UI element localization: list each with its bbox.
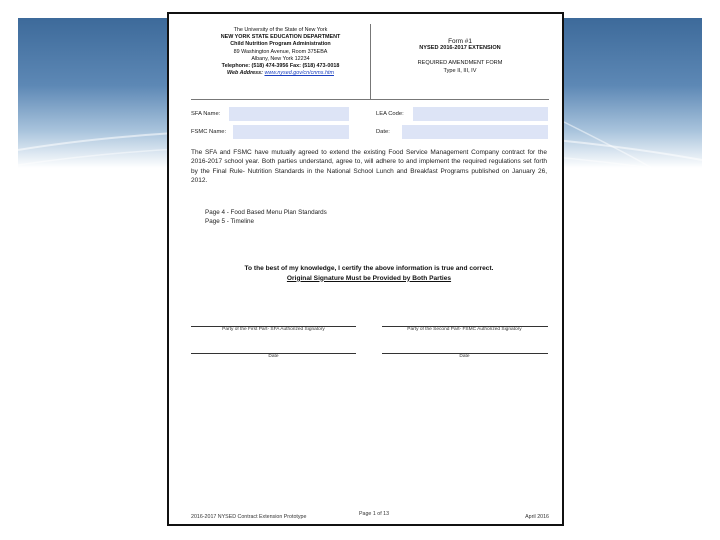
form-document bbox=[167, 12, 564, 526]
footer-page-number: Page 1 of 13 bbox=[359, 511, 390, 517]
address-line: Child Nutrition Program Administration bbox=[230, 41, 331, 48]
second-party-caption: Party of the Second Part- FSMC Authorized Signatory bbox=[407, 327, 522, 332]
page-reference: Page 5 - Timeline bbox=[205, 218, 255, 225]
form-number: Form #1 bbox=[448, 38, 472, 45]
page-references bbox=[205, 208, 327, 226]
web-address-line bbox=[191, 70, 370, 77]
form-header bbox=[191, 24, 549, 100]
document-footer bbox=[191, 511, 549, 524]
date-field[interactable] bbox=[402, 125, 548, 139]
web-address-label: Web Address: bbox=[227, 70, 263, 77]
form-types: Type II, III, IV bbox=[443, 67, 477, 74]
certify-statement: To the best of my knowledge, I certify the above information is true and correct. bbox=[244, 265, 494, 272]
page-reference: Page 4 - Food Based Menu Plan Standards bbox=[205, 209, 327, 216]
form-title-block bbox=[371, 24, 549, 100]
address-line: 89 Washington Avenue, Room 375EBA bbox=[233, 48, 328, 55]
certification-block bbox=[191, 264, 547, 283]
footer-date: April 2016 bbox=[525, 514, 549, 520]
first-party-date-caption: Date bbox=[268, 354, 279, 359]
footer-left: 2016-2017 NYSED Contract Extension Prototype bbox=[191, 514, 307, 520]
second-party-date-caption: Date bbox=[459, 354, 470, 359]
agreement-paragraph: The SFA and FSMC have mutually agreed to extend the existing Food Service Management Company contract for the 2016-2017 school year. Both parties understand, agree to, will adhere to and implement the required regulations set forth by the Final Rule- Nutrition Standards in the National School Lunch and Breakfast Programs published on January 26, 2012. bbox=[191, 149, 547, 185]
lea-code-field[interactable] bbox=[413, 107, 548, 121]
fsmc-name-label: FSMC Name: bbox=[191, 129, 227, 135]
sfa-name-label: SFA Name: bbox=[191, 111, 221, 117]
lea-code-label: LEA Code: bbox=[376, 111, 404, 117]
first-party-caption: Party of the First Part- SFA Authorized Signatory bbox=[222, 327, 325, 332]
sfa-name-field[interactable] bbox=[229, 107, 349, 121]
address-line: NEW YORK STATE EDUCATION DEPARTMENT bbox=[220, 34, 341, 41]
date-label: Date: bbox=[376, 129, 390, 135]
address-line: Albany, New York 12234 bbox=[251, 55, 310, 62]
original-signature-note: Original Signature Must be Provided by Both Parties bbox=[286, 274, 452, 282]
address-line: The University of the State of New York bbox=[233, 27, 328, 33]
department-address bbox=[191, 24, 371, 100]
form-subtitle: REQUIRED AMENDMENT FORM bbox=[417, 60, 503, 67]
phone-fax-line: Telephone: (518) 474-3956 Fax: (518) 473-0018 bbox=[221, 63, 340, 70]
web-address-link[interactable]: www.nysed.gov/cn/cnms.htm bbox=[264, 70, 334, 77]
form-title: NYSED 2016-2017 EXTENSION bbox=[419, 45, 501, 52]
fsmc-name-field[interactable] bbox=[233, 125, 349, 139]
